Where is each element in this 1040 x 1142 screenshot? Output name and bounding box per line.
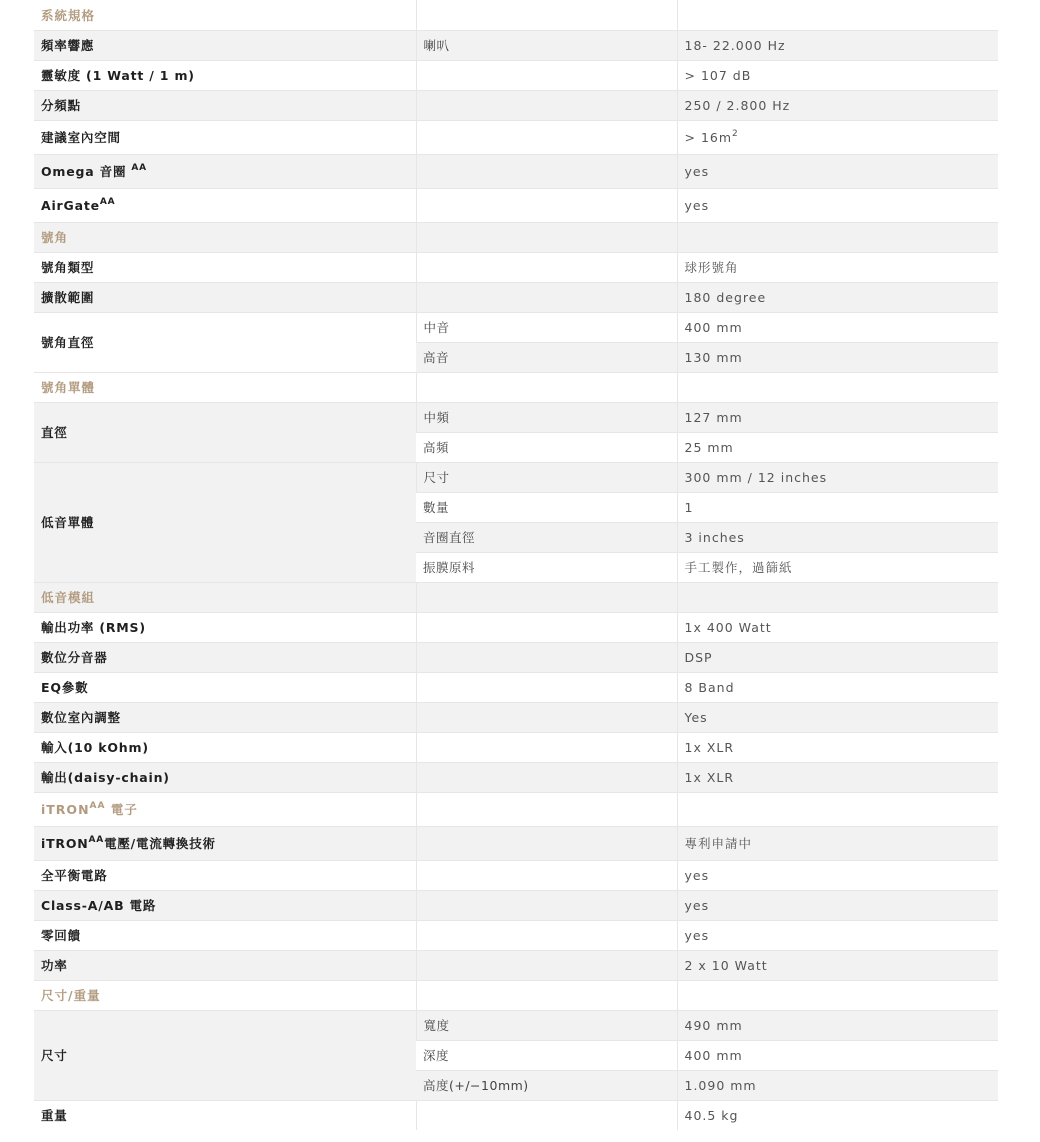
spec-value: 1 <box>677 492 998 522</box>
spec-value: Yes <box>677 702 998 732</box>
spec-value: 專利申請中 <box>677 826 998 860</box>
spec-label: 數位室內調整 <box>34 702 416 732</box>
spec-label: 全平衡電路 <box>34 860 416 890</box>
spec-value: 1x XLR <box>677 732 998 762</box>
spec-sub-label: 中音 <box>416 312 677 342</box>
section-title-cell <box>34 792 416 826</box>
section-title: 系統規格 <box>41 7 96 23</box>
spec-group-label: 號角直徑 <box>34 312 416 372</box>
spec-value: 1x XLR <box>677 762 998 792</box>
spec-row <box>34 860 998 890</box>
spec-sub-label: 深度 <box>416 1040 677 1070</box>
spec-value: 手工製作，過篩紙 <box>677 552 998 582</box>
spec-value: 1.090 mm <box>677 1070 998 1100</box>
spec-row <box>34 702 998 732</box>
section-header-itron <box>34 792 998 826</box>
spec-label: 擴散範圍 <box>34 282 416 312</box>
spec-group-label: 直徑 <box>34 402 416 462</box>
spec-label: AirGate <box>41 197 100 213</box>
spec-value: 25 mm <box>677 432 998 462</box>
spec-label: Class-A/AB 電路 <box>34 890 416 920</box>
spec-label: 頻率響應 <box>34 30 416 60</box>
spec-row <box>34 890 998 920</box>
spec-value: yes <box>677 860 998 890</box>
spec-value: DSP <box>677 642 998 672</box>
spec-sub-label: 高度(+/−10mm) <box>416 1070 677 1100</box>
superscript: AA <box>131 163 147 173</box>
spec-value: yes <box>677 188 998 222</box>
spec-row <box>34 60 998 90</box>
spec-label: 輸入(10 kOhm) <box>34 732 416 762</box>
spec-row <box>34 90 998 120</box>
spec-value: 400 mm <box>677 312 998 342</box>
spec-value: 2 x 10 Watt <box>677 950 998 980</box>
spec-label: 功率 <box>34 950 416 980</box>
spec-value: 400 mm <box>677 1040 998 1070</box>
spec-sub-label: 寬度 <box>416 1010 677 1040</box>
spec-label-cell <box>34 826 416 860</box>
superscript: AA <box>99 196 116 207</box>
spec-sub-label: 數量 <box>416 492 677 522</box>
spec-sub-label: 中頻 <box>416 402 677 432</box>
spec-label-cell <box>34 154 416 188</box>
spec-table <box>34 0 998 1130</box>
spec-row <box>34 950 998 980</box>
spec-value: 130 mm <box>677 342 998 372</box>
spec-value: 18- 22.000 Hz <box>677 30 998 60</box>
spec-value: 300 mm / 12 inches <box>677 462 998 492</box>
spec-sub-label: 高音 <box>416 342 677 372</box>
spec-row <box>34 732 998 762</box>
spec-value: > 107 dB <box>677 60 998 90</box>
spec-sub-label: 音圈直徑 <box>416 522 677 552</box>
spec-value: 3 inches <box>677 522 998 552</box>
spec-label: 零回饋 <box>34 920 416 950</box>
spec-sub-label: 喇叭 <box>416 30 677 60</box>
spec-sub-label: 振膜原料 <box>416 552 677 582</box>
spec-row <box>34 30 998 60</box>
section-title: 尺寸/重量 <box>34 980 416 1010</box>
section-header-horn-driver <box>34 372 998 402</box>
spec-row <box>34 282 998 312</box>
spec-label: 重量 <box>34 1100 416 1130</box>
superscript: AA <box>89 801 106 811</box>
spec-label: 靈敏度 (1 Watt / 1 m) <box>34 60 416 90</box>
spec-label: 輸出(daisy-chain) <box>34 762 416 792</box>
spec-row <box>34 312 998 342</box>
spec-group-label: 低音單體 <box>34 462 416 582</box>
spec-row <box>34 672 998 702</box>
section-header-dimensions <box>34 980 998 1010</box>
spec-row <box>34 762 998 792</box>
spec-group-label: 尺寸 <box>34 1010 416 1100</box>
spec-value: > 16m <box>684 129 733 145</box>
spec-label: iTRON <box>41 836 89 851</box>
spec-label: 號角類型 <box>34 252 416 282</box>
section-title: 號角 <box>34 222 416 252</box>
spec-value: 8 Band <box>677 672 998 702</box>
spec-label: 分頻點 <box>34 90 416 120</box>
spec-label: EQ參數 <box>34 672 416 702</box>
spec-value: 1x 400 Watt <box>677 612 998 642</box>
spec-label-suffix: 電壓/電流轉換技術 <box>104 836 216 851</box>
section-title: 號角單體 <box>34 372 416 402</box>
section-header-bass-module <box>34 582 998 612</box>
spec-value: yes <box>677 890 998 920</box>
spec-value: 250 / 2.800 Hz <box>677 90 998 120</box>
spec-row <box>34 642 998 672</box>
spec-row <box>34 154 998 188</box>
spec-label: 建議室內空間 <box>34 120 416 154</box>
section-title-suffix: 電子 <box>105 802 138 817</box>
spec-row <box>34 1010 998 1040</box>
spec-label: 數位分音器 <box>34 642 416 672</box>
spec-row <box>34 402 998 432</box>
spec-value: 490 mm <box>677 1010 998 1040</box>
spec-label: Omega 音圈 <box>41 164 132 179</box>
spec-sub-label: 尺寸 <box>416 462 677 492</box>
spec-row <box>34 120 998 154</box>
section-header-system <box>34 0 998 30</box>
section-header-horn <box>34 222 998 252</box>
spec-row <box>34 826 998 860</box>
spec-label-cell <box>34 188 416 222</box>
spec-label: 輸出功率 (RMS) <box>34 612 416 642</box>
spec-sub-label: 高頻 <box>416 432 677 462</box>
spec-row <box>34 462 998 492</box>
spec-row <box>34 1100 998 1130</box>
spec-row <box>34 612 998 642</box>
section-title: 低音模組 <box>34 582 416 612</box>
spec-row <box>34 920 998 950</box>
spec-value: 180 degree <box>677 282 998 312</box>
spec-value: 40.5 kg <box>677 1100 998 1130</box>
spec-row <box>34 252 998 282</box>
superscript: 2 <box>732 128 739 139</box>
spec-value: yes <box>677 154 998 188</box>
section-title: iTRON <box>41 802 90 817</box>
spec-value-cell <box>677 120 998 154</box>
spec-value: yes <box>677 920 998 950</box>
spec-row <box>34 188 998 222</box>
superscript: AA <box>88 835 105 845</box>
spec-value: 球形號角 <box>677 252 998 282</box>
spec-value: 127 mm <box>677 402 998 432</box>
